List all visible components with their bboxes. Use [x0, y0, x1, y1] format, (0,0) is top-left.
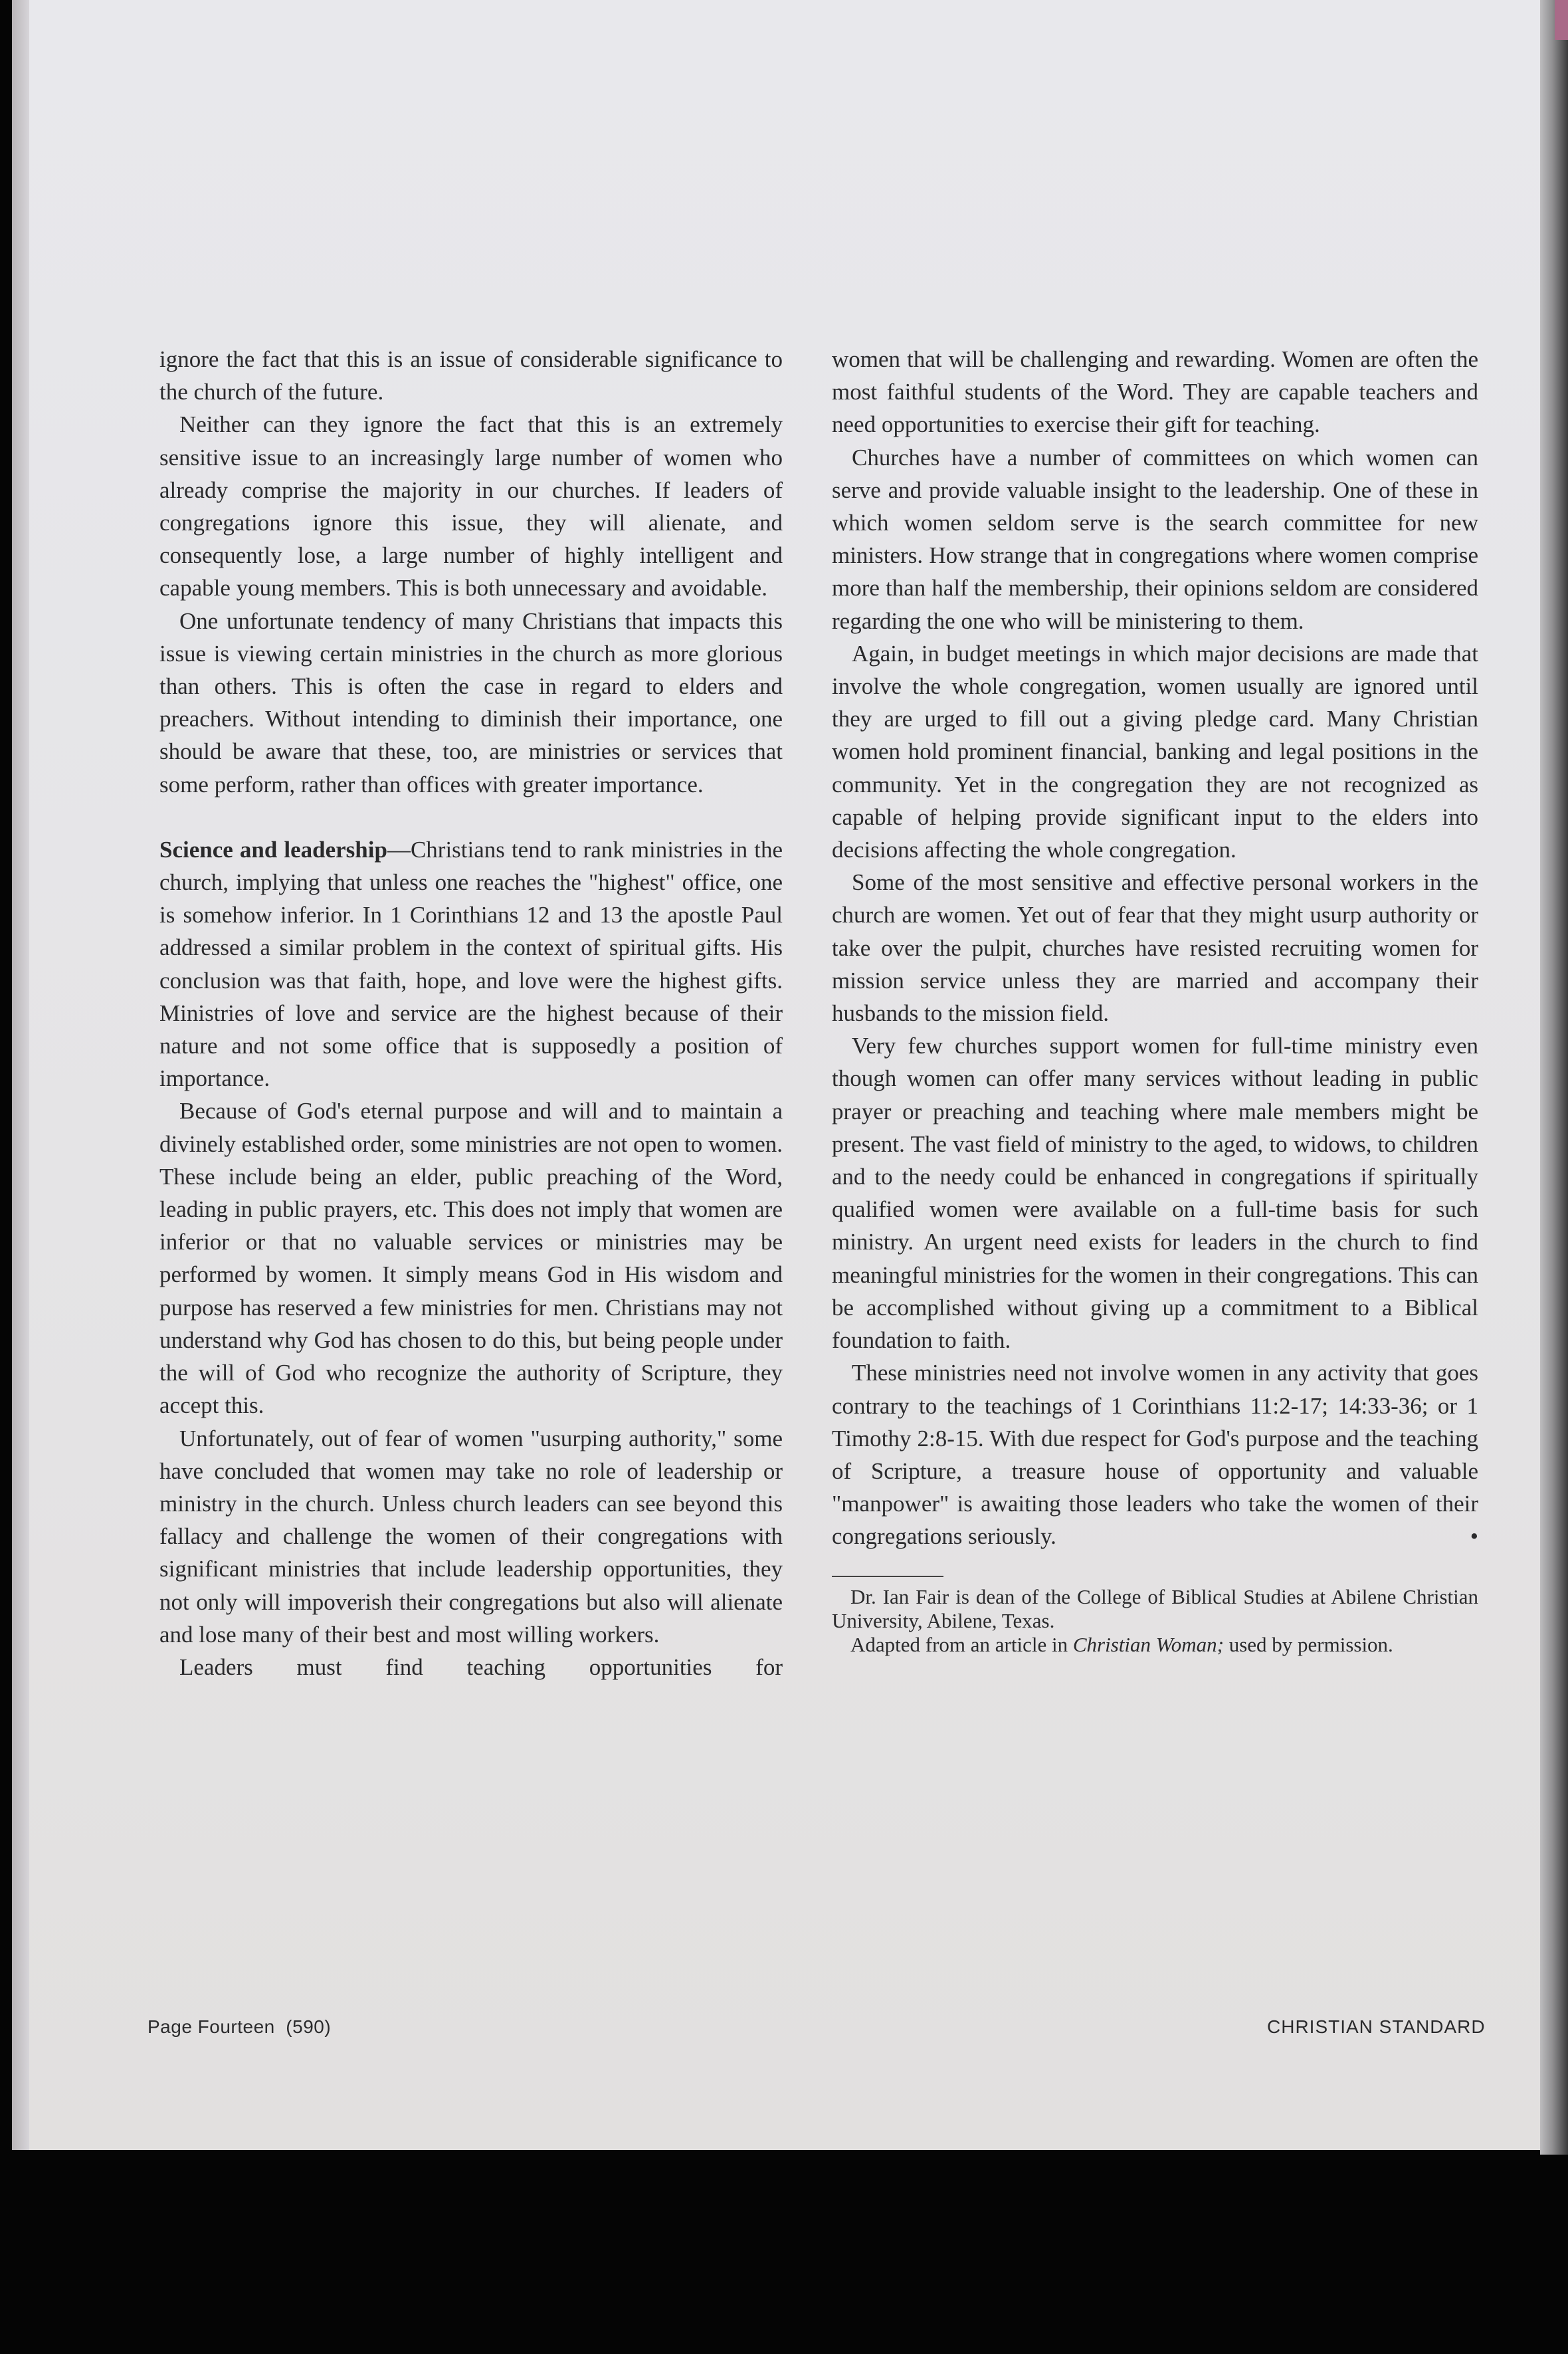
- run-in-heading: Science and leadership: [159, 836, 387, 863]
- left-text-column: [159, 343, 783, 1683]
- end-of-article-bullet: •: [1470, 1523, 1478, 1550]
- paragraph: Churches have a number of committees on which women can serve and provide valuable insight to the leadership. One of these in which women seldom serve is the search committee for new ministers. How strange that in congregations where women comprise more than half the membership, their opinions seldom are considered regarding the one who will be ministering to them.: [832, 444, 1478, 634]
- binding-shadow: [12, 0, 29, 2150]
- paragraph: Unfortunately, out of fear of women "usurping authority," some have concluded that women may take no role of leadership or ministry in the church. Unless church leaders can see beyond this fallacy and challenge the women of their congregations with significant ministries that include leadership opportunities, they not only will impoverish their congregations but also will alienate and lose many of their best and most willing workers.: [159, 1425, 783, 1648]
- adjacent-page-edge: [1555, 0, 1568, 40]
- paragraph-final: [832, 1356, 1478, 1552]
- publication-name: CHRISTIAN STANDARD: [1267, 2016, 1486, 2037]
- paragraph-text: These ministries need not involve women in any activity that goes contrary to the teachings of 1 Corinthians 11:2-17; 14:33-36; or 1 Timothy 2:8-15. With due respect for God's purpose and the teaching of Scripture, a treasure house of opportunity and valuable "manpower" is awaiting those leaders who take the women of their congregations seriously.: [832, 1360, 1478, 1550]
- credit-text: used by permission.: [1223, 1632, 1393, 1656]
- page-number-label: Page Fourteen (590): [147, 2016, 332, 2037]
- author-bio: Dr. Ian Fair is dean of the College of Biblical Studies at Abilene Christian University, Abilene, Texas.: [832, 1584, 1478, 1632]
- paragraph: One unfortunate tendency of many Christians that impacts this issue is viewing certain ministries in the church as more glorious than others. This is often the case in regard to elders and preachers. Without intending to diminish their importance, one should be aware that these, too, are ministries or services that some perform, rather than offices with greater importance.: [159, 607, 783, 798]
- paragraph: ignore the fact that this is an issue of considerable significance to the church of the future.: [159, 346, 783, 405]
- paragraph: Because of God's eternal purpose and will and to maintain a divinely established order, some ministries are not open to women. These include being an elder, public preaching of the Word, leading in public prayers, etc. This does not imply that women are inferior or that no valuable services or ministries may be performed by women. It simply means God in His wisdom and purpose has reserved a few ministries for men. Christians may not understand why God has chosen to do this, but being people under the will of God who recognize the authority of Scripture, they accept this.: [159, 1098, 783, 1419]
- article-credit: [832, 1633, 1478, 1657]
- paragraph: women that will be challenging and rewarding. Women are often the most faithful students of the Word. They are capable teachers and need opportunities to exercise their gift for teaching.: [832, 346, 1478, 438]
- paragraph: Very few churches support women for full-time ministry even though women can offer many services without leading in public prayer or preaching and teaching where male members might be present. The vast field of ministry to the aged, to widows, to children and to the needy could be enhanced in congregations if spiritually qualified women were available on a full-time basis for such ministry. An urgent need exists for leaders in the church to find meaningful ministries for the women in their congregations. This can be accomplished without giving up a commitment to a Biblical foundation to faith.: [832, 1033, 1478, 1354]
- paragraph: Neither can they ignore the fact that this is an extremely sensitive issue to an increasingly large number of women who already comprise the majority in our churches. If leaders of congregations ignore this issue, they will alienate, and consequently lose, a large number of highly intelligent and capable young members. This is both unnecessary and avoidable.: [159, 411, 783, 601]
- source-title: Christian Woman;: [1072, 1632, 1224, 1656]
- footnote-rule: [832, 1576, 943, 1577]
- paragraph: Again, in budget meetings in which major decisions are made that involve the whole congregation, women usually are ignored until they are urged to fill out a giving pledge card. Many Christian women hold prominent financial, banking and legal positions in the community. Yet in the congregation they are not recognized as capable of helping provide significant input to the elders into decisions affecting the whole congregation.: [832, 640, 1478, 863]
- right-text-column: [832, 343, 1478, 1657]
- credit-text: Adapted from an article in: [850, 1632, 1073, 1656]
- paragraph: Leaders must find teaching opportunities for: [179, 1654, 783, 1680]
- paragraph: Some of the most sensitive and effective personal workers in the church are women. Yet out of fear that they might usurp authority or take over the pulpit, churches have resisted recruiting women for mission service unless they are married and accompany their husbands to the mission field.: [832, 869, 1478, 1027]
- section-paragraph: [159, 833, 783, 1095]
- page-edge-shadow: [1540, 0, 1568, 2155]
- paragraph-text: —Christians tend to rank ministries in the church, implying that unless one reaches the "highest" office, one is somehow inferior. In 1 Corinthians 12 and 13 the apostle Paul addressed a similar problem in the context of spiritual gifts. His conclusion was that faith, hope, and love were the highest gifts. Ministries of love and service are the highest because of their nature and not some office that is supposedly a position of importance.: [159, 836, 783, 1092]
